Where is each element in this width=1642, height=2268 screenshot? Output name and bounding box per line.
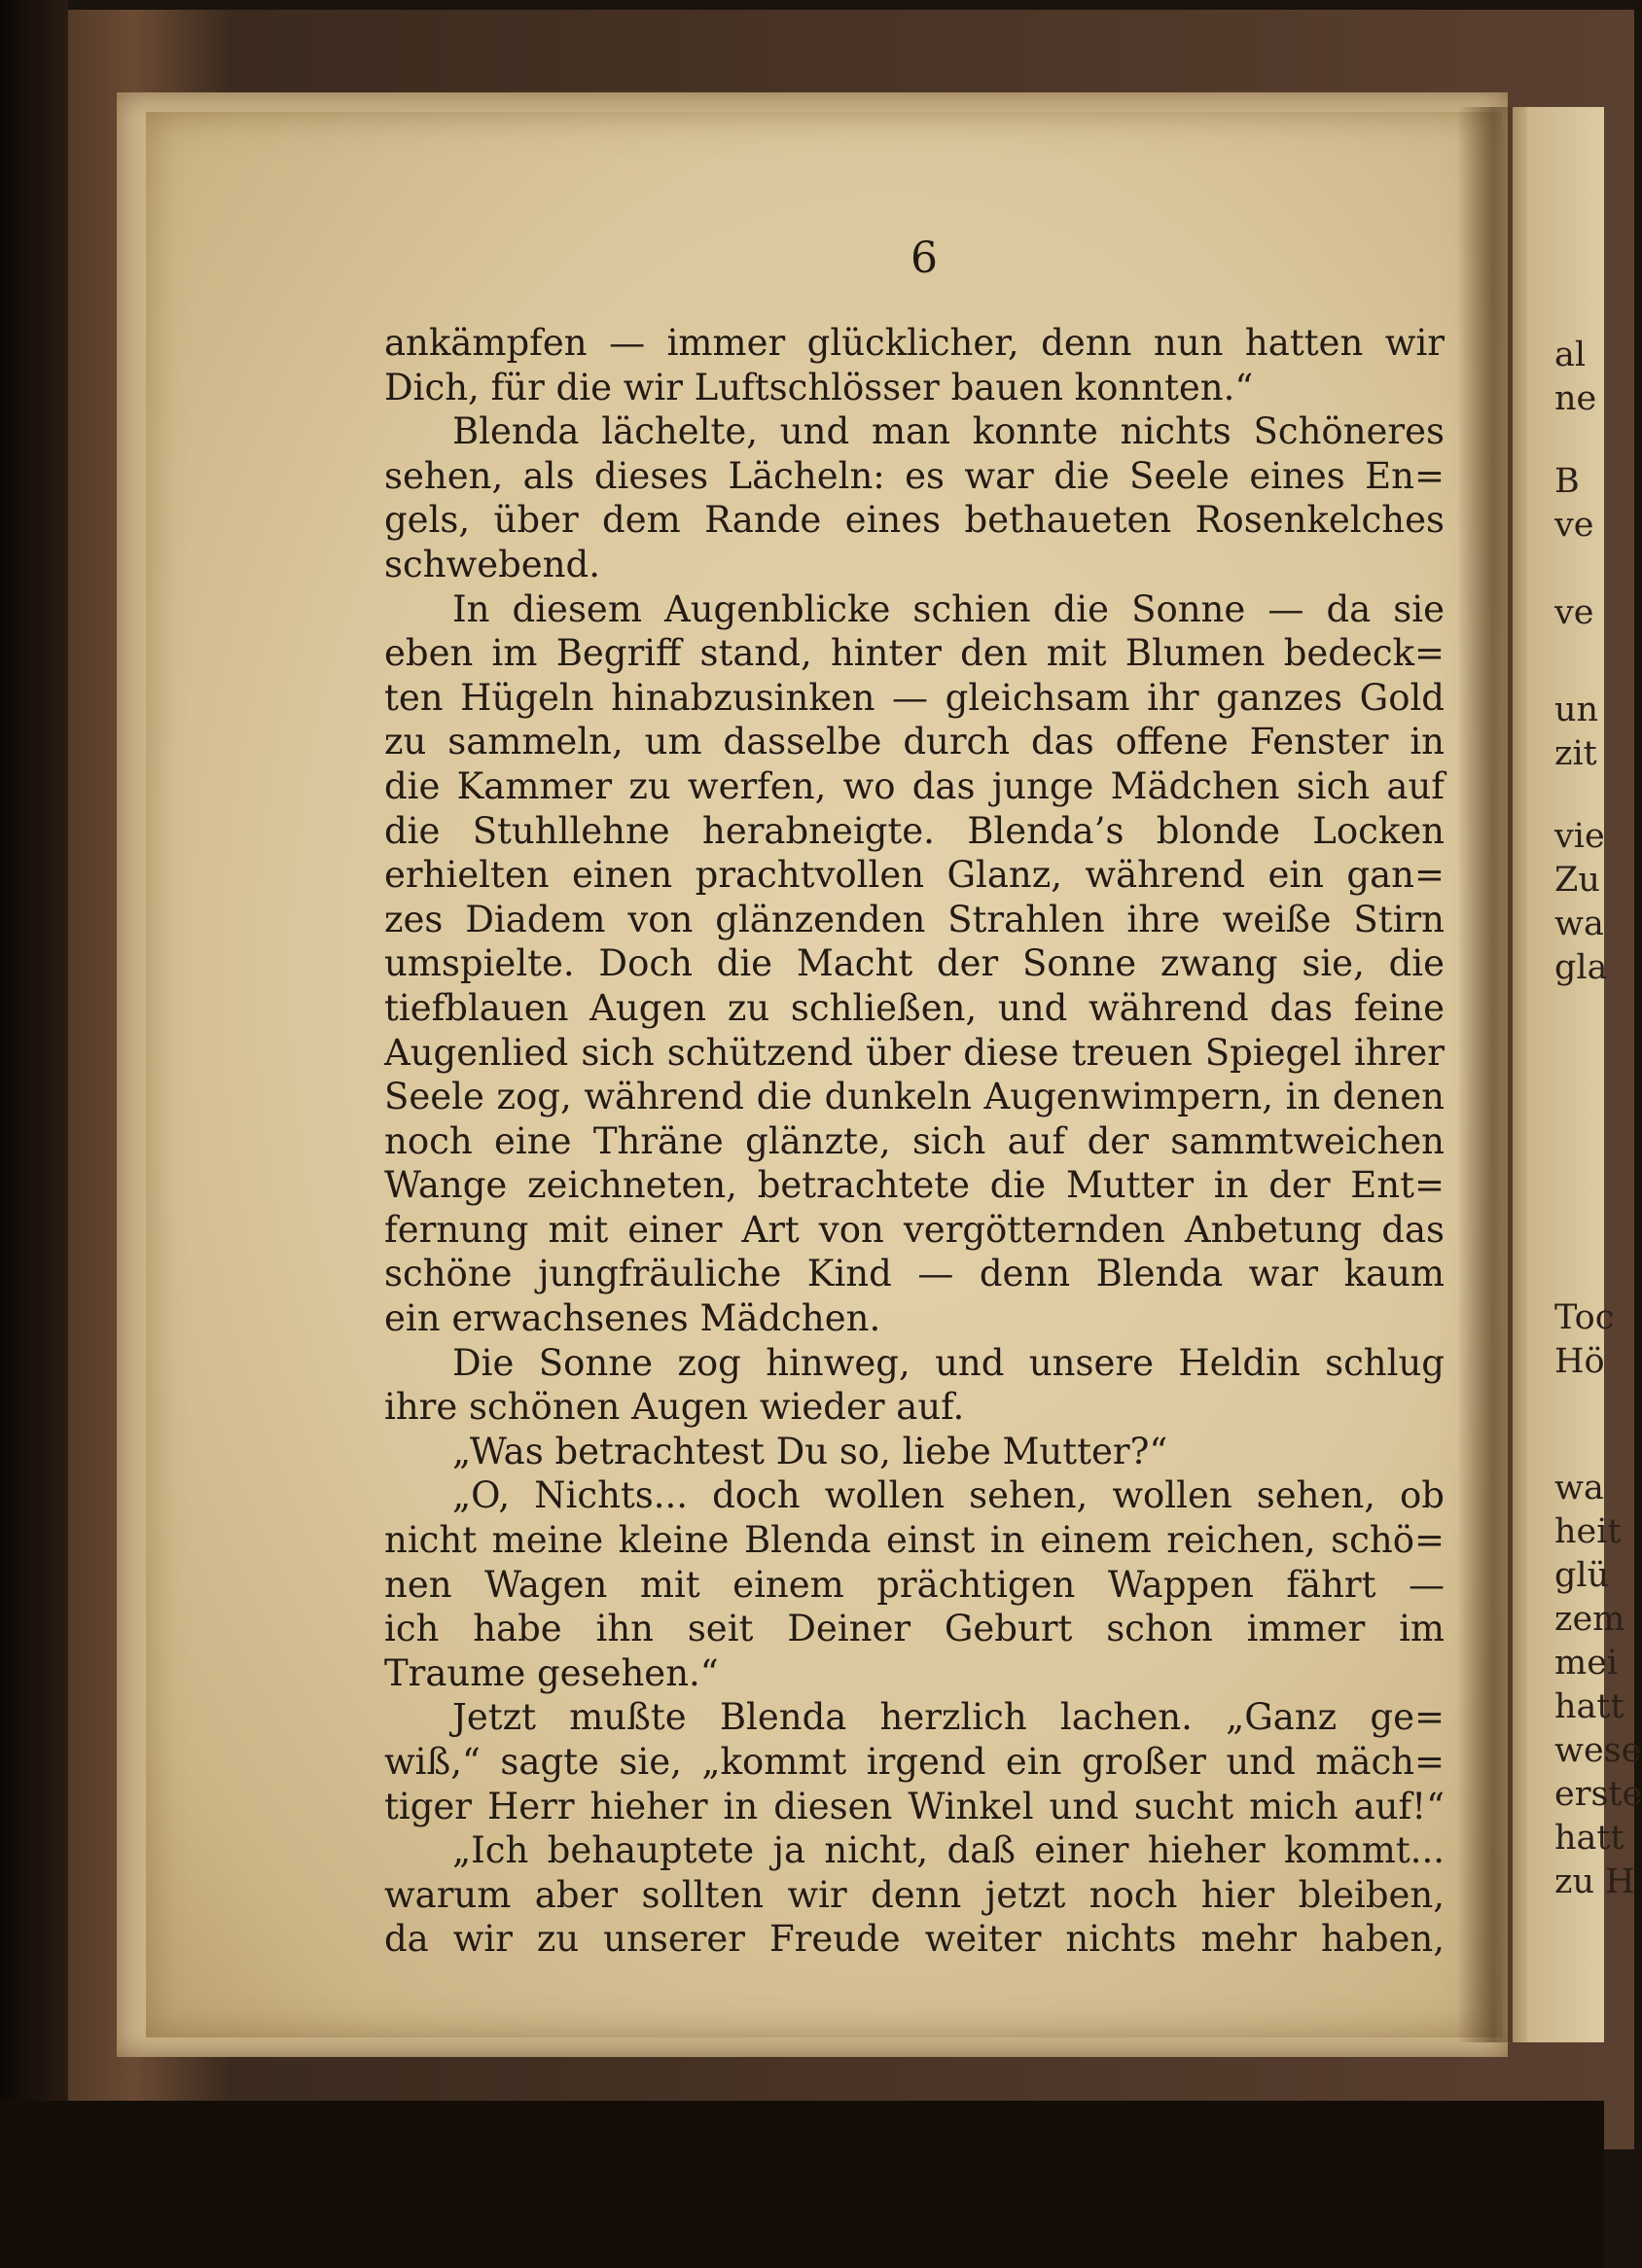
text-line: schwebend. [384,543,600,585]
text-line: nicht meine kleine Blenda einst in einem reichen, schö= [384,1519,1445,1562]
text-line: fernung mit einer Art von vergötternden Anbetung das [384,1208,1445,1251]
text-line: zes Diadem von glänzenden Strahlen ihre weiße Stirn [384,898,1445,940]
facing-page-fragment: Toc [1554,1298,1615,1337]
facing-page-fragment: hatt [1554,1687,1624,1726]
text-line: tiger Herr hieher in diesen Winkel und sucht mich auf!“ [384,1785,1445,1827]
text-line: ich habe ihn seit Deiner Geburt schon immer im [384,1608,1445,1650]
facing-page-fragment: ve [1554,506,1594,545]
text-line: noch eine Thräne glänzte, sich auf der sammtweichen [384,1119,1445,1162]
text-line: zu sammeln, um dasselbe durch das offene Fenster in [384,721,1445,763]
text-line: da wir zu unserer Freude weiter nichts mehr haben, [384,1918,1445,1961]
text-line: „O, Nichts... doch wollen sehen, wollen sehen, ob [452,1474,1445,1517]
text-line: ein erwachsenes Mädchen. [384,1297,881,1340]
facing-page-fragment: B [1554,462,1580,501]
facing-page-fragment: erste [1554,1775,1642,1814]
text-line: nen Wagen mit einem prächtigen Wappen fährt — [384,1563,1445,1606]
text-line: wiß,“ sagte sie, „kommt irgend ein großer und mäch= [384,1741,1445,1783]
text-line: sehen, als dieses Lächeln: es war die Seele eines En= [384,454,1445,497]
page-number: 6 [910,233,938,283]
facing-page-fragment: Zu [1554,861,1600,900]
facing-page-fragment: ve [1554,593,1594,632]
book-spine [0,0,68,2268]
text-line: erhielten einen prachtvollen Glanz, während ein gan= [384,854,1445,897]
facing-page-fragment: zem [1554,1600,1625,1639]
facing-page-fragment: glü [1554,1556,1610,1595]
text-line: umspielte. Doch die Macht der Sonne zwang sie, die [384,942,1445,985]
text-line: Wange zeichneten, betrachtete die Mutter in der Ent= [384,1164,1445,1207]
text-line: Dich, für die wir Luftschlösser bauen konnten.“ [384,366,1254,408]
text-line: eben im Begriff stand, hinter den mit Blumen bedeck= [384,632,1445,675]
background-bottom [0,2101,1604,2268]
text-line: Seele zog, während die dunkeln Augenwimpern, in denen [384,1076,1445,1118]
facing-page-fragment: zit [1554,734,1597,773]
page-gutter [1459,107,1527,2042]
facing-page-fragment: un [1554,691,1599,729]
facing-page-fragment: wa [1554,904,1604,943]
text-line: Die Sonne zog hinweg, und unsere Heldin schlug [452,1341,1445,1384]
text-line: Jetzt mußte Blenda herzlich lachen. „Ganz ge= [452,1696,1445,1739]
facing-page-fragment: zu H [1554,1862,1635,1901]
facing-page-fragment: wese [1554,1731,1642,1770]
text-line: schöne jungfräuliche Kind — denn Blenda war kaum [384,1253,1445,1295]
facing-page-fragment: hatt [1554,1819,1624,1858]
facing-page-fragment: mei [1554,1644,1619,1683]
facing-page-fragment: Hö [1554,1342,1605,1381]
text-line: Traume gesehen.“ [384,1651,719,1694]
facing-page-fragment: vie [1554,817,1605,856]
facing-page-fragment: ne [1554,379,1597,418]
text-line: ten Hügeln hinabzusinken — gleichsam ihr ganzes Gold [384,676,1445,719]
text-line: Augenlied sich schützend über diese treuen Spiegel ihrer [384,1031,1445,1074]
text-line: „Ich behauptete ja nicht, daß einer hieher kommt... [452,1829,1445,1872]
text-line: „Was betrachtest Du so, liebe Mutter?“ [452,1430,1168,1472]
text-line: warum aber sollten wir denn jetzt noch hier bleiben, [384,1873,1445,1916]
facing-page-fragment: heit [1554,1512,1622,1551]
text-line: die Stuhllehne herabneigte. Blenda’s blonde Locken [384,809,1445,852]
text-line: gels, über dem Rande eines bethaueten Rosenkelches [384,499,1445,542]
page-text [384,321,1445,1962]
facing-page-fragment: gla [1554,948,1608,987]
text-line: ihre schönen Augen wieder auf. [384,1386,965,1429]
text-line: ankämpfen — immer glücklicher, denn nun hatten wir [384,322,1445,364]
facing-page-fragment: al [1554,336,1587,374]
text-line: Blenda lächelte, und man konnte nichts Schöneres [452,410,1445,453]
text-line: die Kammer zu werfen, wo das junge Mädchen sich auf [384,764,1445,807]
text-line: tiefblauen Augen zu schließen, und während das feine [384,986,1445,1029]
facing-page-fragment: wa [1554,1469,1604,1507]
text-line: In diesem Augenblicke schien die Sonne — da sie [452,587,1445,630]
